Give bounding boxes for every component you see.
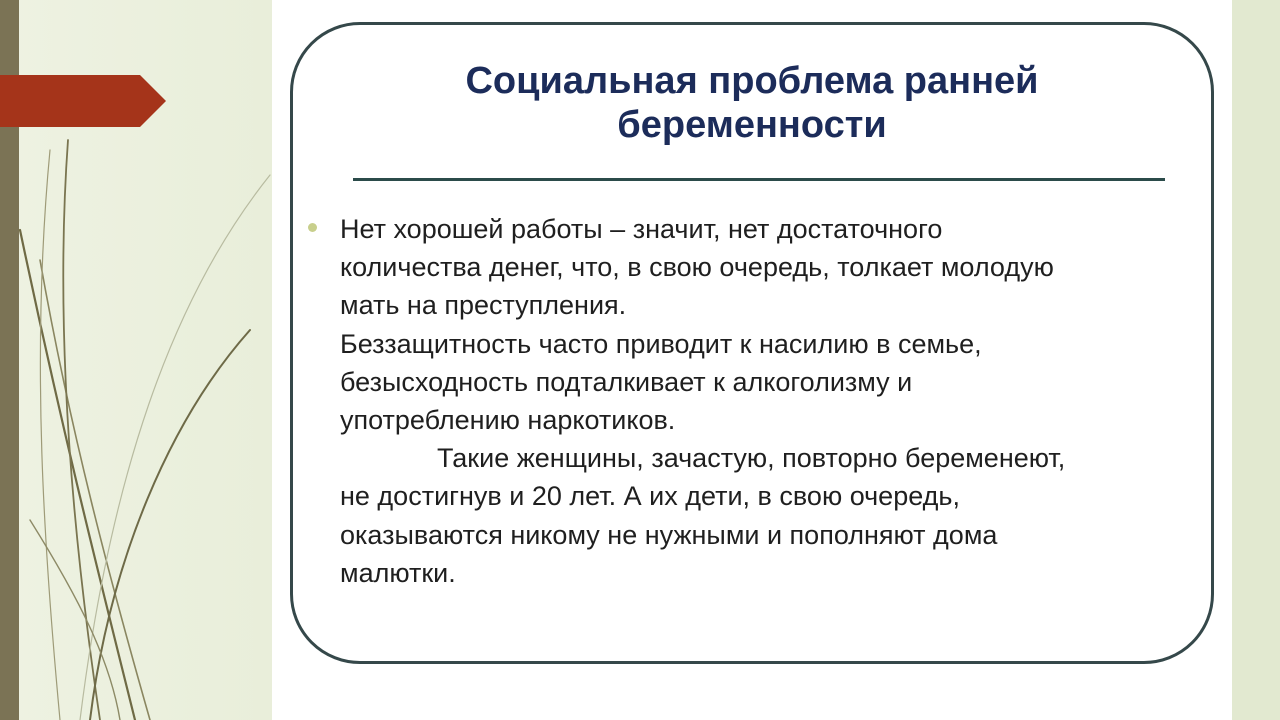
title-line-2: беременности bbox=[617, 104, 887, 146]
text-line: оказываются никому не нужными и пополняют дома bbox=[340, 519, 998, 550]
bullet-dot-icon bbox=[308, 223, 317, 232]
text-line: не достигнув и 20 лет. А их дети, в свою очередь, bbox=[340, 481, 960, 512]
text-line: Такие женщины, зачастую, повторно беременеют, bbox=[437, 443, 1066, 474]
text-line: количества денег, что, в свою очередь, толкает молодую bbox=[340, 252, 1054, 283]
text-line: Нет хорошей работы – значит, нет достаточного bbox=[340, 214, 943, 244]
slide-title bbox=[293, 59, 1211, 147]
text-line: безысходность подталкивает к алкоголизму и bbox=[340, 366, 913, 397]
title-line-1: Социальная проблема ранней bbox=[465, 60, 1039, 102]
title-divider bbox=[353, 178, 1165, 181]
right-margin-strip bbox=[1232, 0, 1280, 720]
text-line: мать на преступления. bbox=[340, 290, 627, 321]
text-line: Беззащитность часто приводит к насилию в семье, bbox=[340, 328, 982, 359]
text-line: малютки. bbox=[340, 557, 456, 588]
arrow-tab-shape bbox=[0, 75, 166, 127]
slide-image-panel bbox=[272, 0, 1232, 720]
content-frame bbox=[290, 22, 1214, 664]
text-line: употреблению наркотиков. bbox=[340, 405, 676, 436]
body-text bbox=[340, 210, 1210, 592]
